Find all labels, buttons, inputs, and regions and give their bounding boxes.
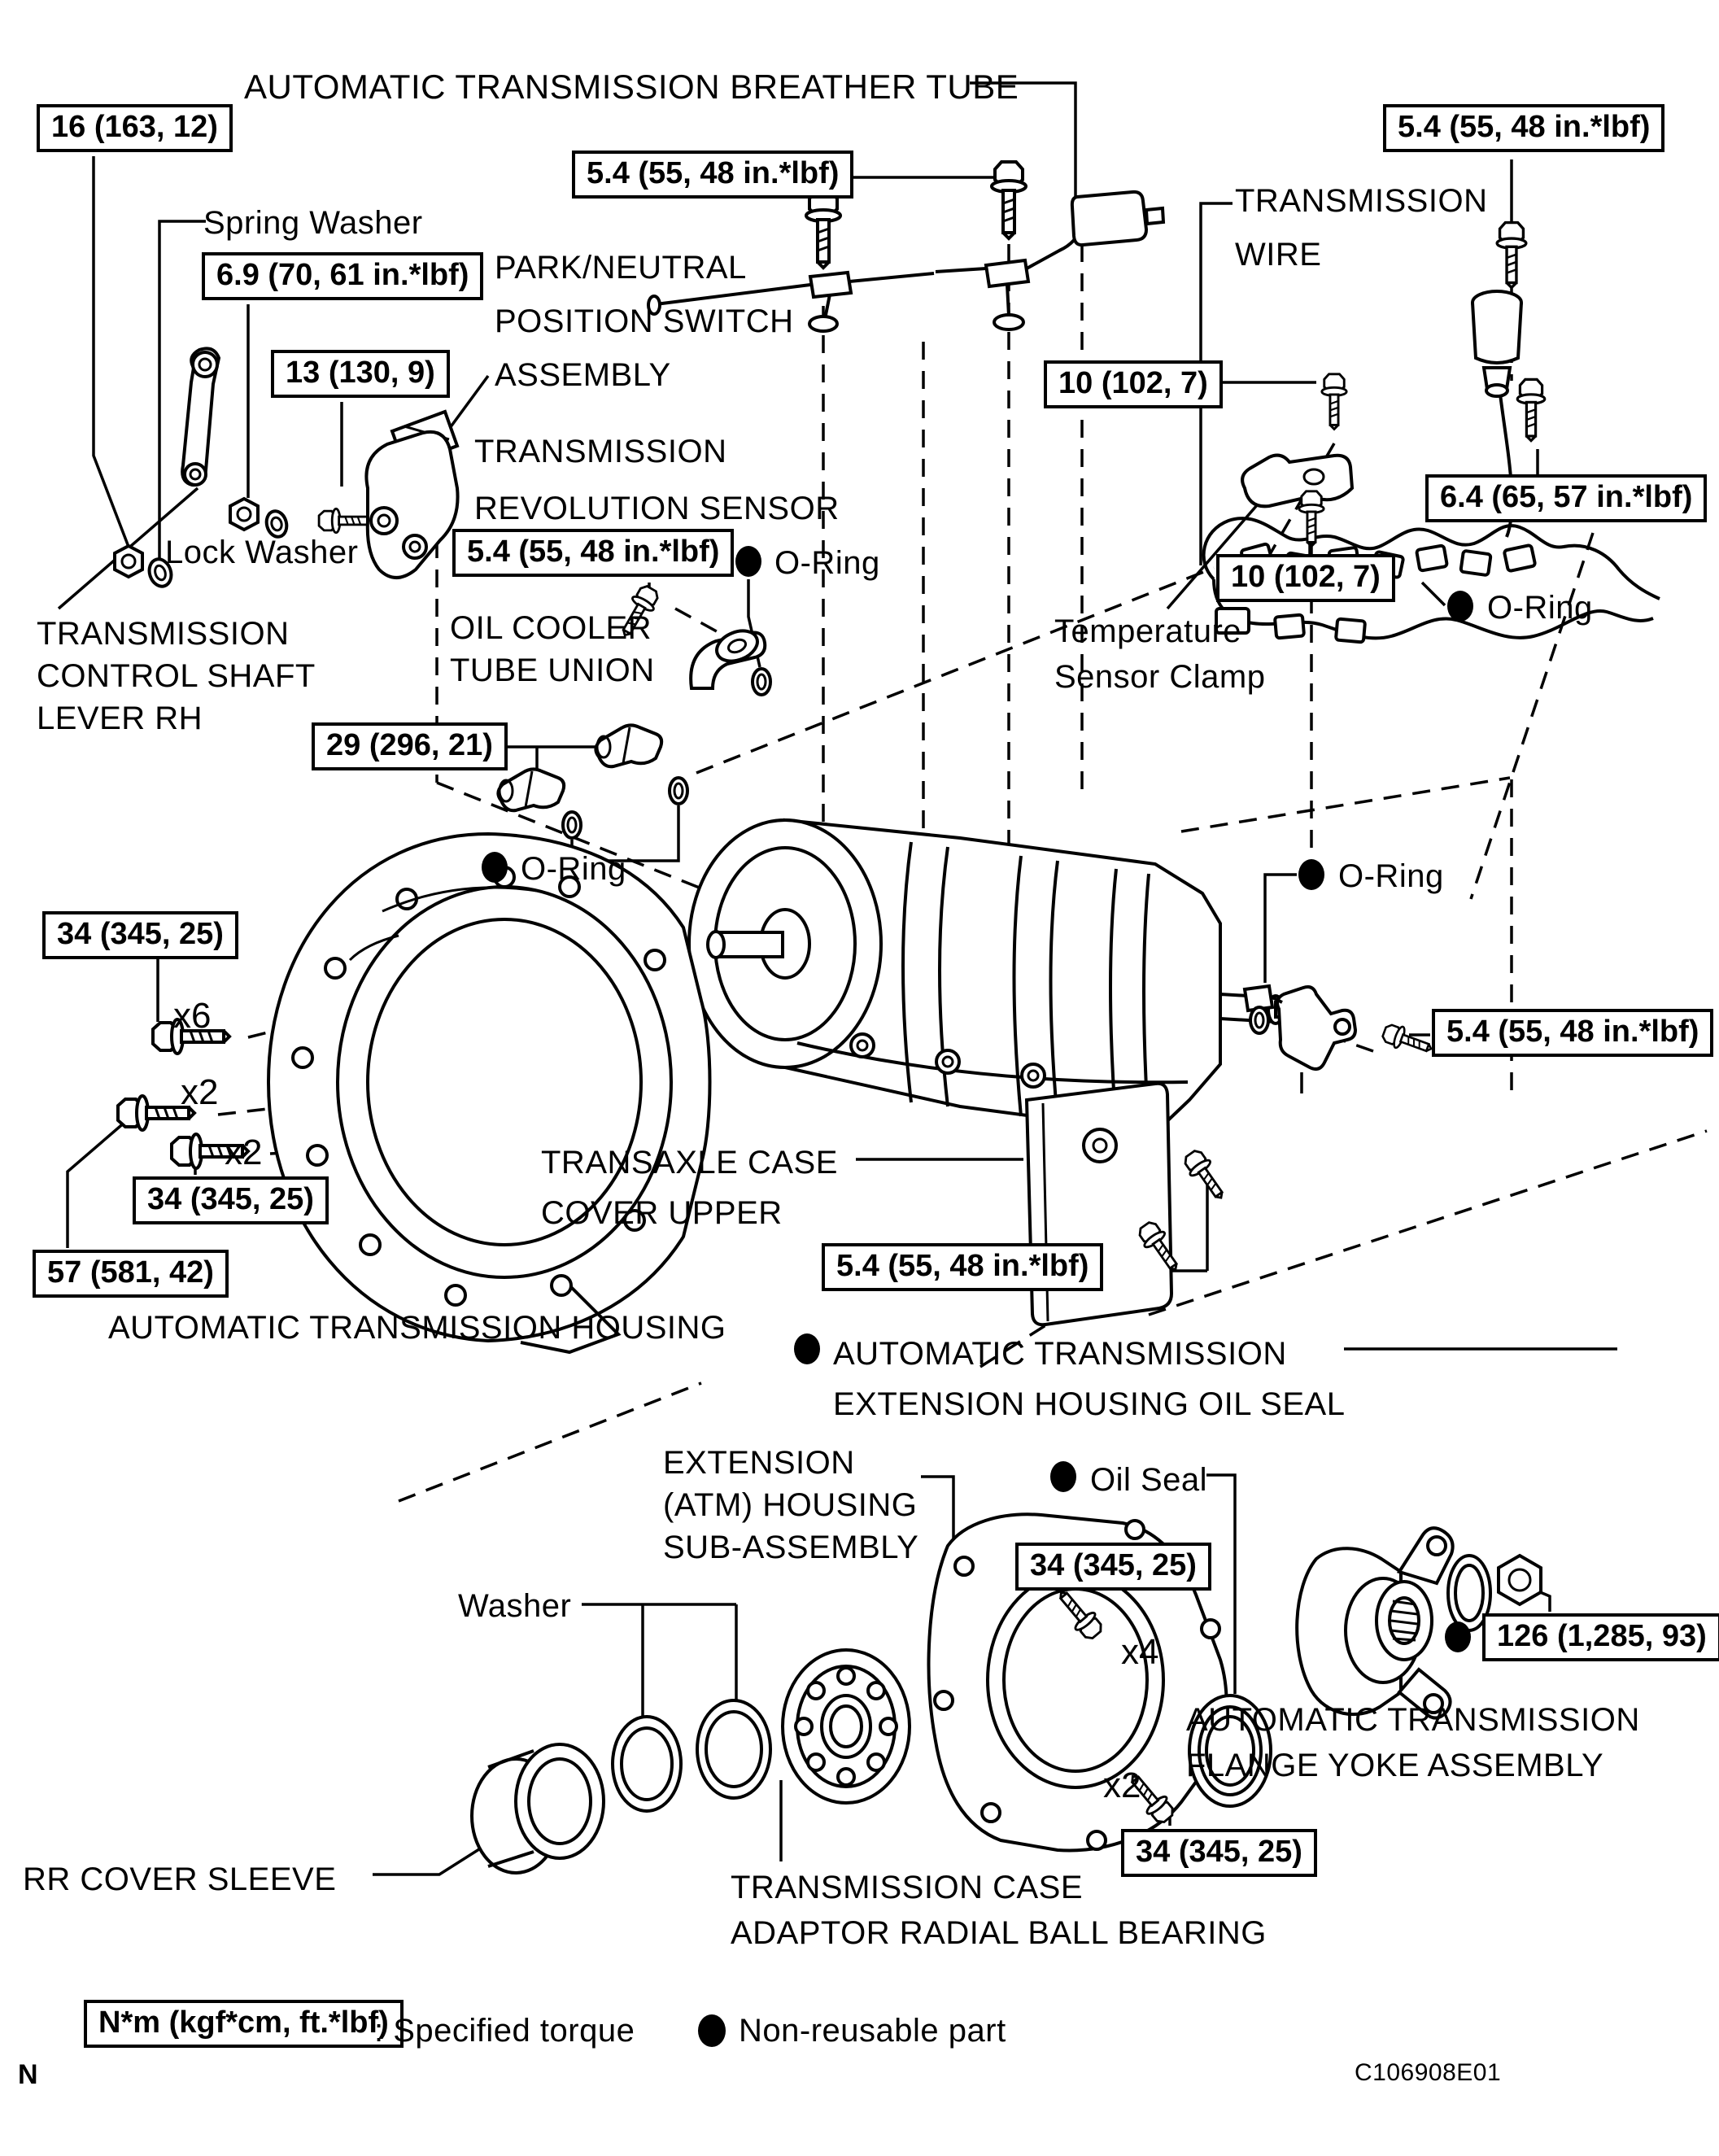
torque-box-rev-sensor-bolt: 5.4 (55, 48 in.*lbf) <box>1432 1009 1713 1057</box>
torque-box-extension-bolts-x4: 34 (345, 25) <box>1015 1543 1211 1591</box>
label-spring-washer: Spring Washer <box>203 205 423 241</box>
qty-x4: x4 <box>1121 1632 1159 1672</box>
label-revolution-sensor-left: TRANSMISSION REVOLUTION SENSOR <box>474 434 840 526</box>
page-marker: N <box>18 2059 39 2090</box>
park-neutral-position-switch <box>366 412 457 578</box>
label-washer: Washer <box>458 1588 572 1624</box>
label-flange-yoke: AUTOMATIC TRANSMISSION FLANGE YOKE ASSEMBLY <box>1186 1702 1640 1783</box>
torque-box-oil-cooler-bolt: 5.4 (55, 48 in.*lbf) <box>452 529 734 577</box>
label-transmission-wire: TRANSMISSION WIRE <box>1235 183 1488 273</box>
label-o-ring-sensor: O-Ring <box>1487 590 1593 626</box>
qty-x2-bottom: x2 <box>1103 1765 1141 1805</box>
qty-x2-upper: x2 <box>181 1072 219 1112</box>
torque-box-housing-long-bolts: 57 (581, 42) <box>33 1250 229 1298</box>
torque-box-housing-bolts-x2: 34 (345, 25) <box>133 1176 329 1224</box>
automatic-transmission-housing-part <box>268 834 710 1352</box>
label-case-adaptor-bearing: TRANSMISSION CASE ADAPTOR RADIAL BALL BEARING <box>731 1870 1267 1951</box>
qty-x6: x6 <box>173 996 212 1036</box>
label-control-shaft-lever: TRANSMISSION CONTROL SHAFT LEVER RH <box>37 616 316 736</box>
label-extension-housing: EXTENSION (ATM) HOUSING SUB-ASSEMBLY <box>663 1445 919 1565</box>
torque-box-wire-clamp-bolt: 10 (102, 7) <box>1044 360 1223 408</box>
torque-box-lock-nut: 6.9 (70, 61 in.*lbf) <box>202 252 483 300</box>
label-o-ring-union: O-Ring <box>521 851 626 887</box>
qty-x2-lower: x2 <box>225 1133 263 1172</box>
torque-box-sensor-bolt: 6.4 (65, 57 in.*lbf) <box>1425 474 1707 522</box>
torque-box-yoke-nut: 126 (1,285, 93) <box>1482 1613 1719 1661</box>
torque-box-cover-bolts: 5.4 (55, 48 in.*lbf) <box>822 1243 1103 1291</box>
legend-specified-torque: : Specified torque <box>374 2013 635 2049</box>
label-oil-seal: Oil Seal <box>1090 1462 1208 1498</box>
label-oil-cooler-tube-union: OIL COOLER TUBE UNION <box>450 610 655 688</box>
yoke-lock-nut <box>1499 1556 1541 1604</box>
label-park-neutral-switch: PARK/NEUTRAL POSITION SWITCH ASSEMBLY <box>495 250 794 393</box>
label-o-ring-cooler: O-Ring <box>774 545 880 581</box>
transmission-control-shaft-lever <box>182 348 219 485</box>
torque-box-adaptor-bolts-x2: 34 (345, 25) <box>1121 1829 1317 1877</box>
legend-non-reusable: Non-reusable part <box>739 2013 1006 2049</box>
cooler-union-fittings <box>498 725 687 838</box>
label-o-ring-rev-sensor: O-Ring <box>1338 858 1444 894</box>
label-rr-cover-sleeve: RR COVER SLEEVE <box>23 1861 337 1897</box>
flange-yoke-part <box>1297 1528 1452 1717</box>
torque-box-control-lever-nut: 16 (163, 12) <box>37 104 233 152</box>
title-breather-tube: AUTOMATIC TRANSMISSION BREATHER TUBE <box>244 68 1019 106</box>
torque-box-wire-sensor-bolt: 5.4 (55, 48 in.*lbf) <box>1383 104 1664 152</box>
transmission-revolution-sensor-part <box>1245 986 1435 1069</box>
label-at-housing: AUTOMATIC TRANSMISSION HOUSING <box>108 1310 726 1346</box>
label-extension-oil-seal: AUTOMATIC TRANSMISSION EXTENSION HOUSING OIL SEAL <box>833 1336 1346 1422</box>
torque-box-switch-bolt: 13 (130, 9) <box>271 350 450 398</box>
torque-box-breather-bolts: 5.4 (55, 48 in.*lbf) <box>572 151 853 199</box>
figure-code: C106908E01 <box>1355 2059 1502 2086</box>
torque-box-housing-bolts-x6: 34 (345, 25) <box>42 911 238 959</box>
label-lock-washer: Lock Washer <box>165 535 359 570</box>
label-transaxle-cover: TRANSAXLE CASE COVER UPPER <box>541 1145 838 1231</box>
radial-ball-bearing-part <box>783 1650 910 1803</box>
washer-rings <box>613 1700 770 1811</box>
torque-box-temp-clamp-bolt: 10 (102, 7) <box>1216 554 1395 602</box>
label-temperature-sensor-clamp: Temperature Sensor Clamp <box>1054 613 1266 695</box>
main-transmission-case <box>689 820 1302 1133</box>
legend-torque-unit-box: N*m (kgf*cm, ft.*lbf) <box>84 2000 404 2048</box>
torque-box-union-fittings: 29 (296, 21) <box>312 722 508 770</box>
rr-cover-sleeve-part <box>472 1744 604 1873</box>
